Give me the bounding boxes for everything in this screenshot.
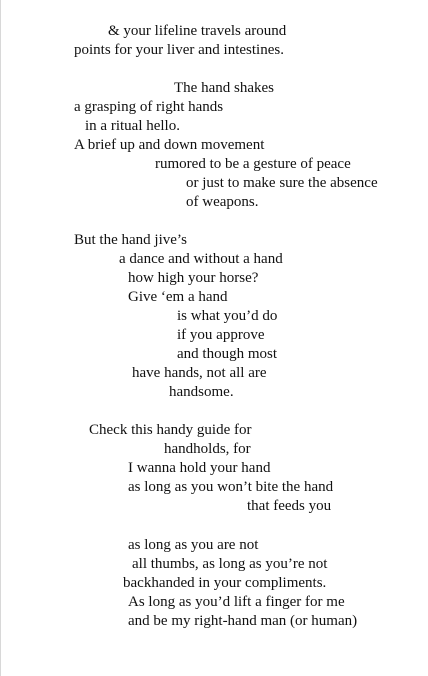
poem-line: handsome.: [169, 384, 234, 400]
poem-line: have hands, not all are: [132, 365, 267, 381]
poem-line: a dance and without a hand: [119, 251, 283, 267]
poem-line: backhanded in your compliments.: [123, 575, 327, 591]
poem-line: and though most: [177, 346, 277, 362]
poem-line: as long as you won’t bite the hand: [128, 479, 334, 495]
poem-line: handholds, for: [164, 441, 251, 457]
poem-line: and be my right-hand man (or human): [128, 613, 358, 629]
poem-line: as long as you are not: [128, 537, 259, 553]
poem-line: A brief up and down movement: [74, 137, 265, 153]
poem-line: in a ritual hello.: [85, 118, 180, 134]
poem-line: rumored to be a gesture of peace: [155, 156, 351, 172]
poem-line: all thumbs, as long as you’re not: [132, 556, 328, 572]
poem-line: Give ‘em a hand: [128, 289, 228, 305]
poem-text: [1, 0, 428, 676]
poem-line: how high your horse?: [128, 270, 259, 286]
poem-line: a grasping of right hands: [74, 99, 224, 115]
poem-line: Check this handy guide for: [89, 422, 252, 438]
poem-line: of weapons.: [186, 194, 259, 210]
poem-line: or just to make sure the absence: [186, 175, 378, 191]
poem-line: points for your liver and intestines.: [74, 42, 284, 58]
poem-line: & your lifeline travels around: [108, 23, 287, 39]
poem-line: I wanna hold your hand: [128, 460, 271, 476]
poem-line: The hand shakes: [174, 80, 274, 96]
poem-line: that feeds you: [247, 498, 332, 514]
poem-line: As long as you’d lift a finger for me: [128, 594, 345, 610]
poem-line: is what you’d do: [177, 308, 278, 324]
poem-line: But the hand jive’s: [74, 232, 187, 248]
poem-line: if you approve: [177, 327, 265, 343]
